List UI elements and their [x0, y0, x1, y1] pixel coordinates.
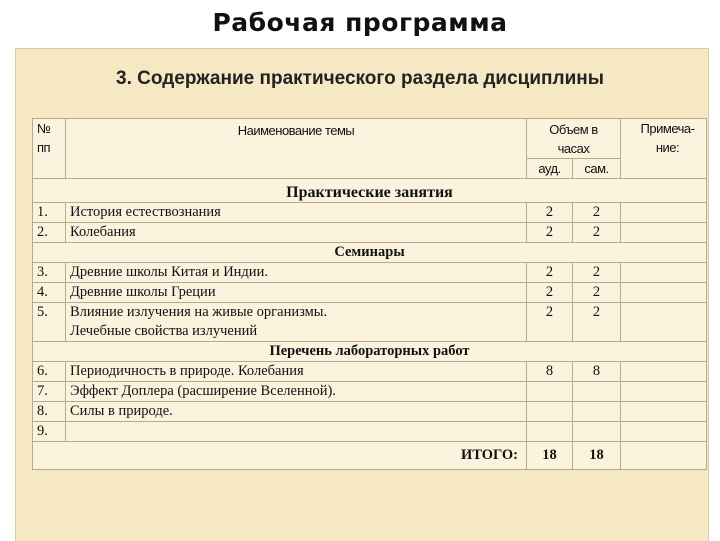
total-row — [33, 441, 707, 469]
table-row — [33, 401, 707, 421]
table-row — [33, 222, 707, 242]
row-note — [621, 381, 707, 401]
row-sam: 2 — [573, 202, 621, 222]
row-note — [621, 282, 707, 302]
row-note — [621, 401, 707, 421]
row-num: 6. — [33, 361, 66, 381]
row-topic — [66, 421, 527, 441]
table-row — [33, 282, 707, 302]
row-topic: История естествознания — [66, 202, 527, 222]
row-topic — [66, 302, 527, 341]
header-hours: Объем в часах — [527, 119, 621, 159]
row-num: 3. — [33, 262, 66, 282]
row-aud: 2 — [527, 302, 573, 341]
row-sam: 2 — [573, 222, 621, 242]
row-topic-line: Лечебные свойства излучений — [70, 322, 258, 339]
section-subtitle: 3. Содержание практического раздела дисциплины — [116, 68, 604, 89]
row-topic: Древние школы Греции — [66, 282, 527, 302]
row-aud: 2 — [527, 222, 573, 242]
header-note: Примеча-ние: — [621, 119, 707, 179]
row-sam — [573, 381, 621, 401]
row-topic: Древние школы Китая и Индии. — [66, 262, 527, 282]
header-sam: сам. — [573, 159, 621, 179]
row-aud: 2 — [527, 282, 573, 302]
section-title: Семинары — [33, 242, 707, 262]
table-row — [33, 202, 707, 222]
program-table — [32, 118, 707, 470]
row-note — [621, 302, 707, 341]
total-aud: 18 — [527, 441, 573, 469]
table-row — [33, 361, 707, 381]
row-aud — [527, 421, 573, 441]
row-sam: 2 — [573, 262, 621, 282]
total-label: ИТОГО: — [33, 441, 527, 469]
table-row — [33, 421, 707, 441]
section-row — [33, 341, 707, 361]
row-num: 8. — [33, 401, 66, 421]
section-title: Практические занятия — [33, 183, 707, 203]
row-num: 4. — [33, 282, 66, 302]
row-sam: 2 — [573, 302, 621, 341]
row-num: 7. — [33, 381, 66, 401]
table-row — [33, 262, 707, 282]
row-num: 1. — [33, 202, 66, 222]
row-aud — [527, 381, 573, 401]
row-num: 5. — [33, 302, 66, 341]
row-num: 2. — [33, 222, 66, 242]
table-row — [33, 381, 707, 401]
header-num: № пп — [33, 119, 66, 179]
row-note — [621, 361, 707, 381]
row-topic-line: Влияние излучения на живые организмы. — [70, 303, 328, 320]
row-topic: Колебания — [66, 222, 527, 242]
row-topic: Эффект Доплера (расширение Вселенной). — [66, 381, 527, 401]
row-sam — [573, 421, 621, 441]
row-aud — [527, 401, 573, 421]
page-title: Рабочая программа — [212, 8, 508, 37]
row-topic: Силы в природе. — [66, 401, 527, 421]
section-row — [33, 242, 707, 262]
row-aud: 8 — [527, 361, 573, 381]
row-aud: 2 — [527, 262, 573, 282]
header-aud: ауд. — [527, 159, 573, 179]
row-num: 9. — [33, 421, 66, 441]
total-sam: 18 — [573, 441, 621, 469]
row-note — [621, 202, 707, 222]
row-sam: 8 — [573, 361, 621, 381]
row-aud: 2 — [527, 202, 573, 222]
row-note — [621, 262, 707, 282]
row-topic: Периодичность в природе. Колебания — [66, 361, 527, 381]
row-sam: 2 — [573, 282, 621, 302]
row-sam — [573, 401, 621, 421]
total-note — [621, 441, 707, 469]
row-note — [621, 421, 707, 441]
row-note — [621, 222, 707, 242]
section-title: Перечень лабораторных работ — [33, 341, 707, 361]
table-header-row — [33, 119, 707, 159]
table-row — [33, 302, 707, 341]
header-topic: Наименование темы — [66, 119, 527, 179]
section-row — [33, 183, 707, 203]
